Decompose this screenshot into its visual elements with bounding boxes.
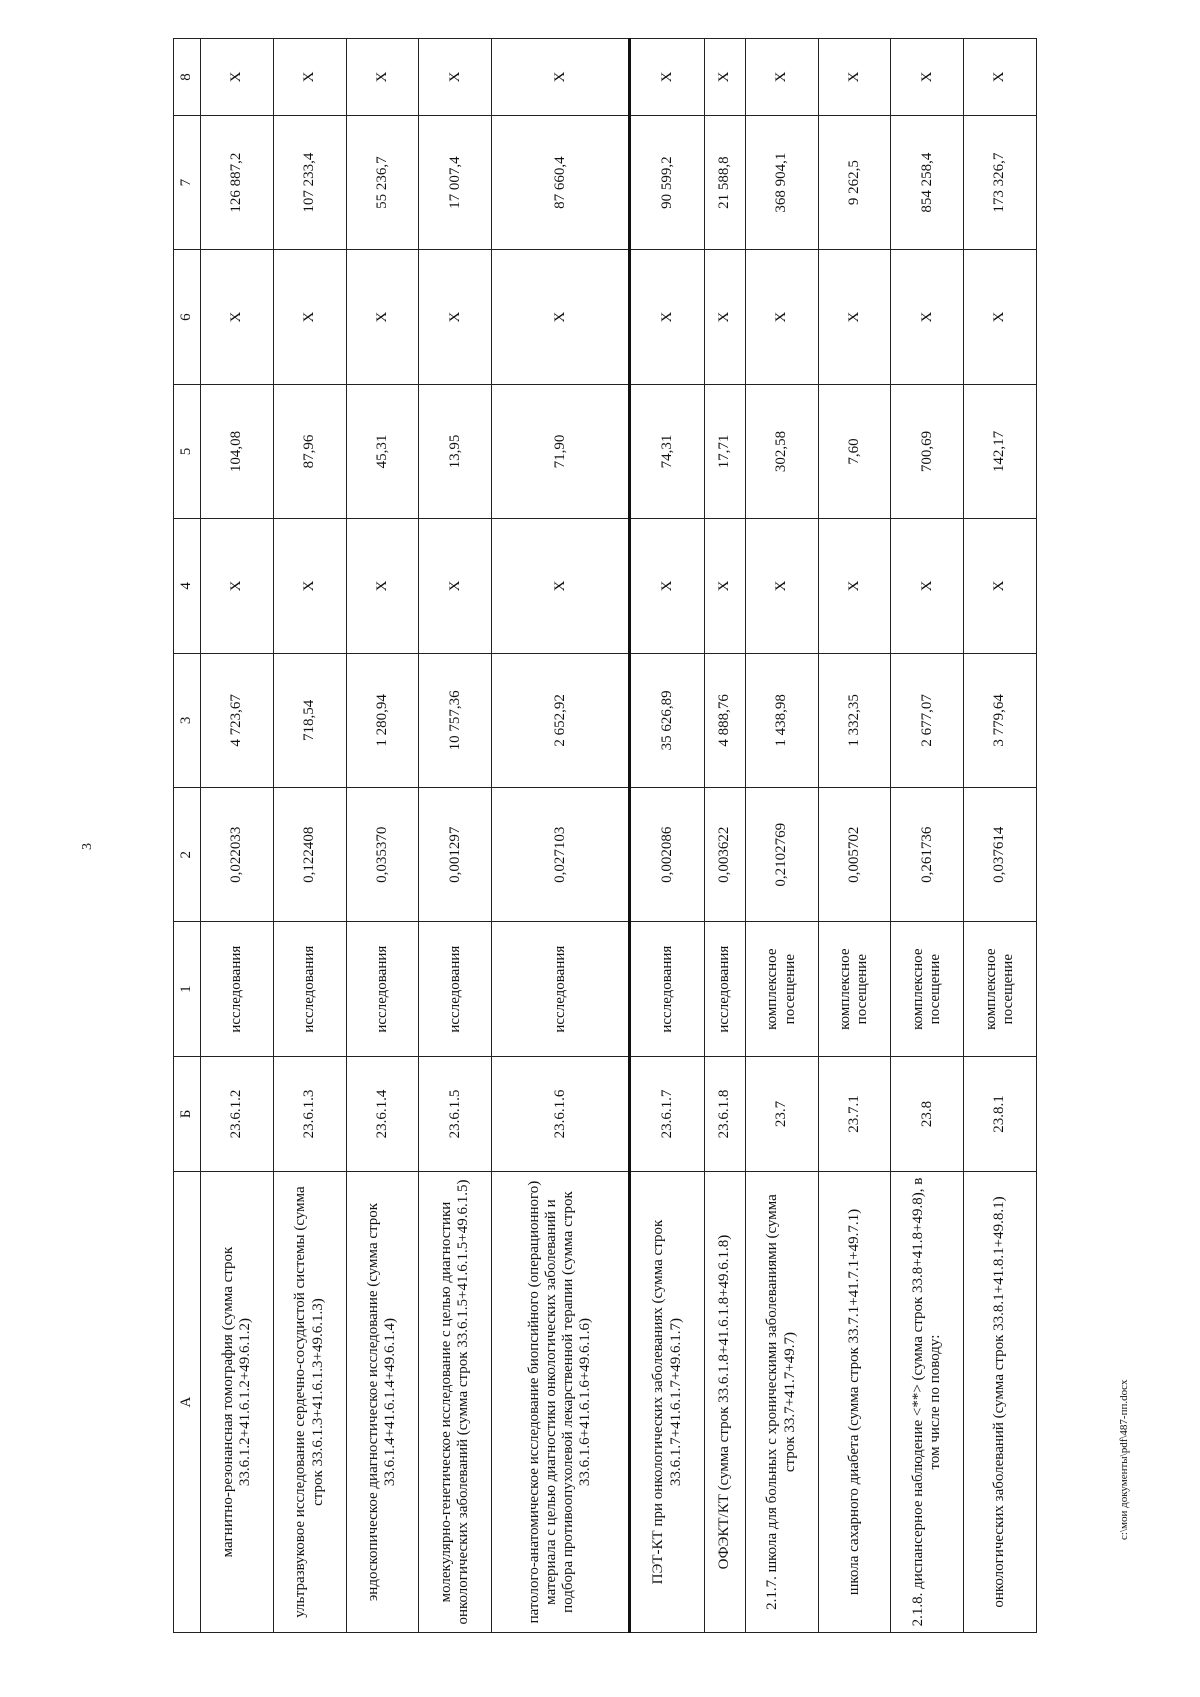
row-name-cell: молекулярно-генетическое исследование с целью диагностики онкологических заболеваний (сумма строк 33.6.1.5+41.6.1.5+49.6.1.5) <box>419 1172 492 1633</box>
row-value-cell: X <box>201 250 274 384</box>
row-value-cell: X <box>201 39 274 116</box>
table-row <box>891 39 964 1633</box>
row-name-cell: ультразвуковое исследование сердечно-сосудистой системы (сумма строк 33.6.1.3+41.6.1.3+49.6.1.3) <box>273 1172 346 1633</box>
financial-table <box>173 38 1037 1633</box>
row-value-cell: X <box>704 39 745 116</box>
row-code-cell: 23.6.1.3 <box>273 1056 346 1171</box>
row-value-cell: 368 904,1 <box>745 115 818 249</box>
table-row <box>964 39 1037 1633</box>
row-value-cell: 107 233,4 <box>273 115 346 249</box>
row-unit-cell: исследования <box>492 922 630 1056</box>
row-value-cell: X <box>891 519 964 653</box>
header-cell: 5 <box>174 384 201 518</box>
row-value-cell: 700,69 <box>891 384 964 518</box>
row-code-cell: 23.6.1.6 <box>492 1056 630 1171</box>
row-code-cell: 23.6.1.8 <box>704 1056 745 1171</box>
row-value-cell: 2 677,07 <box>891 653 964 787</box>
table-row <box>201 39 274 1633</box>
row-value-cell: 17 007,4 <box>419 115 492 249</box>
row-value-cell: X <box>346 250 419 384</box>
header-cell: А <box>174 1172 201 1633</box>
row-value-cell: 9 262,5 <box>818 115 891 249</box>
row-unit-cell: исследования <box>419 922 492 1056</box>
row-unit-cell: комплексное посещение <box>745 922 818 1056</box>
row-value-cell: 10 757,36 <box>419 653 492 787</box>
row-unit-cell: комплексное посещение <box>891 922 964 1056</box>
row-value-cell: X <box>964 519 1037 653</box>
header-cell: 1 <box>174 922 201 1056</box>
financial-table-container <box>173 38 1037 1633</box>
row-value-cell: 35 626,89 <box>630 653 705 787</box>
row-value-cell: X <box>273 39 346 116</box>
row-name-cell: 2.1.7. школа для больных с хроническими заболеваниями (сумма строк 33.7+41.7+49.7) <box>745 1172 818 1633</box>
page-number: 3 <box>80 843 95 850</box>
row-value-cell: 0,122408 <box>273 788 346 922</box>
row-code-cell: 23.6.1.2 <box>201 1056 274 1171</box>
row-value-cell: 104,08 <box>201 384 274 518</box>
row-value-cell: 1 332,35 <box>818 653 891 787</box>
row-value-cell: 87,96 <box>273 384 346 518</box>
row-value-cell: 87 660,4 <box>492 115 630 249</box>
row-value-cell: X <box>201 519 274 653</box>
row-name-cell: ПЭТ-КТ при онкологических заболеваниях (сумма строк 33.6.1.7+41.6.1.7+49.6.1.7) <box>630 1172 705 1633</box>
row-unit-cell: комплексное посещение <box>964 922 1037 1056</box>
row-unit-cell: комплексное посещение <box>818 922 891 1056</box>
row-value-cell: 21 588,8 <box>704 115 745 249</box>
row-code-cell: 23.6.1.7 <box>630 1056 705 1171</box>
row-value-cell: X <box>419 250 492 384</box>
row-value-cell: 3 779,64 <box>964 653 1037 787</box>
row-value-cell: X <box>419 39 492 116</box>
row-value-cell: X <box>273 519 346 653</box>
row-value-cell: 142,17 <box>964 384 1037 518</box>
row-value-cell: X <box>891 250 964 384</box>
row-code-cell: 23.7.1 <box>818 1056 891 1171</box>
row-value-cell: X <box>745 519 818 653</box>
row-value-cell: X <box>273 250 346 384</box>
row-value-cell: 0,035370 <box>346 788 419 922</box>
row-code-cell: 23.7 <box>745 1056 818 1171</box>
row-value-cell: 71,90 <box>492 384 630 518</box>
row-value-cell: X <box>964 39 1037 116</box>
row-value-cell: X <box>492 250 630 384</box>
row-name-cell: школа сахарного диабета (сумма строк 33.7.1+41.7.1+49.7.1) <box>818 1172 891 1633</box>
row-value-cell: 0,022033 <box>201 788 274 922</box>
row-value-cell: 74,31 <box>630 384 705 518</box>
row-value-cell: X <box>745 250 818 384</box>
table-row <box>273 39 346 1633</box>
row-value-cell: X <box>630 519 705 653</box>
header-cell: 6 <box>174 250 201 384</box>
header-cell: 8 <box>174 39 201 116</box>
row-name-cell: патолого-анатомическое исследование биопсийного (операционного) материала с целью диагностики онкологических заболеваний и подбора противоопухолевой лекарственной терапии (сумма строк 33.6.1.6+41.6.1.6+49.6.1.6) <box>492 1172 630 1633</box>
row-name-cell: магнитно-резонансная томография (сумма строк 33.6.1.2+41.6.1.2+49.6.1.2) <box>201 1172 274 1633</box>
footer-file-path: c:\мои документы\pdf\487-пп.docx <box>1118 1379 1130 1540</box>
row-unit-cell: исследования <box>704 922 745 1056</box>
row-value-cell: 854 258,4 <box>891 115 964 249</box>
table-row <box>346 39 419 1633</box>
row-value-cell: X <box>891 39 964 116</box>
row-value-cell: X <box>492 519 630 653</box>
row-value-cell: X <box>346 519 419 653</box>
row-code-cell: 23.8.1 <box>964 1056 1037 1171</box>
row-value-cell: 4 888,76 <box>704 653 745 787</box>
row-value-cell: 1 280,94 <box>346 653 419 787</box>
table-row <box>704 39 745 1633</box>
header-cell: 4 <box>174 519 201 653</box>
table-header-row <box>174 39 201 1633</box>
row-value-cell: X <box>818 39 891 116</box>
row-value-cell: X <box>964 250 1037 384</box>
row-value-cell: 126 887,2 <box>201 115 274 249</box>
row-value-cell: 302,58 <box>745 384 818 518</box>
header-cell: 7 <box>174 115 201 249</box>
row-code-cell: 23.6.1.4 <box>346 1056 419 1171</box>
row-value-cell: X <box>630 39 705 116</box>
row-name-cell: 2.1.8. диспансерное наблюдение <**> (сумма строк 33.8+41.8+49.8), в том числе по поводу: <box>891 1172 964 1633</box>
row-value-cell: X <box>419 519 492 653</box>
row-value-cell: X <box>704 250 745 384</box>
row-name-cell: эндоскопическое диагностическое исследование (сумма строк 33.6.1.4+41.6.1.4+49.6.1.4) <box>346 1172 419 1633</box>
row-unit-cell: исследования <box>273 922 346 1056</box>
row-value-cell: 7,60 <box>818 384 891 518</box>
row-name-cell: ОФЭКТ/КТ (сумма строк 33.6.1.8+41.6.1.8+49.6.1.8) <box>704 1172 745 1633</box>
row-value-cell: 718,54 <box>273 653 346 787</box>
row-value-cell: X <box>745 39 818 116</box>
table-row <box>745 39 818 1633</box>
row-unit-cell: исследования <box>201 922 274 1056</box>
row-value-cell: X <box>492 39 630 116</box>
row-value-cell: 45,31 <box>346 384 419 518</box>
row-code-cell: 23.8 <box>891 1056 964 1171</box>
row-value-cell: X <box>630 250 705 384</box>
header-cell: 2 <box>174 788 201 922</box>
row-value-cell: 0,261736 <box>891 788 964 922</box>
row-code-cell: 23.6.1.5 <box>419 1056 492 1171</box>
header-cell: Б <box>174 1056 201 1171</box>
row-value-cell: 173 326,7 <box>964 115 1037 249</box>
row-value-cell: X <box>818 250 891 384</box>
row-unit-cell: исследования <box>630 922 705 1056</box>
row-value-cell: 17,71 <box>704 384 745 518</box>
row-value-cell: 13,95 <box>419 384 492 518</box>
row-value-cell: 2 652,92 <box>492 653 630 787</box>
row-unit-cell: исследования <box>346 922 419 1056</box>
row-value-cell: X <box>704 519 745 653</box>
row-value-cell: 4 723,67 <box>201 653 274 787</box>
row-value-cell: 0,001297 <box>419 788 492 922</box>
row-value-cell: 0,027103 <box>492 788 630 922</box>
table-row <box>818 39 891 1633</box>
row-value-cell: 0,002086 <box>630 788 705 922</box>
row-value-cell: 0,2102769 <box>745 788 818 922</box>
table-row <box>419 39 492 1633</box>
table-row <box>492 39 630 1633</box>
header-cell: 3 <box>174 653 201 787</box>
row-value-cell: 0,005702 <box>818 788 891 922</box>
row-name-cell: онкологических заболеваний (сумма строк 33.8.1+41.8.1+49.8.1) <box>964 1172 1037 1633</box>
row-value-cell: X <box>346 39 419 116</box>
row-value-cell: 55 236,7 <box>346 115 419 249</box>
row-value-cell: 0,003622 <box>704 788 745 922</box>
row-value-cell: 1 438,98 <box>745 653 818 787</box>
row-value-cell: 0,037614 <box>964 788 1037 922</box>
table-row <box>630 39 705 1633</box>
row-value-cell: X <box>818 519 891 653</box>
row-value-cell: 90 599,2 <box>630 115 705 249</box>
